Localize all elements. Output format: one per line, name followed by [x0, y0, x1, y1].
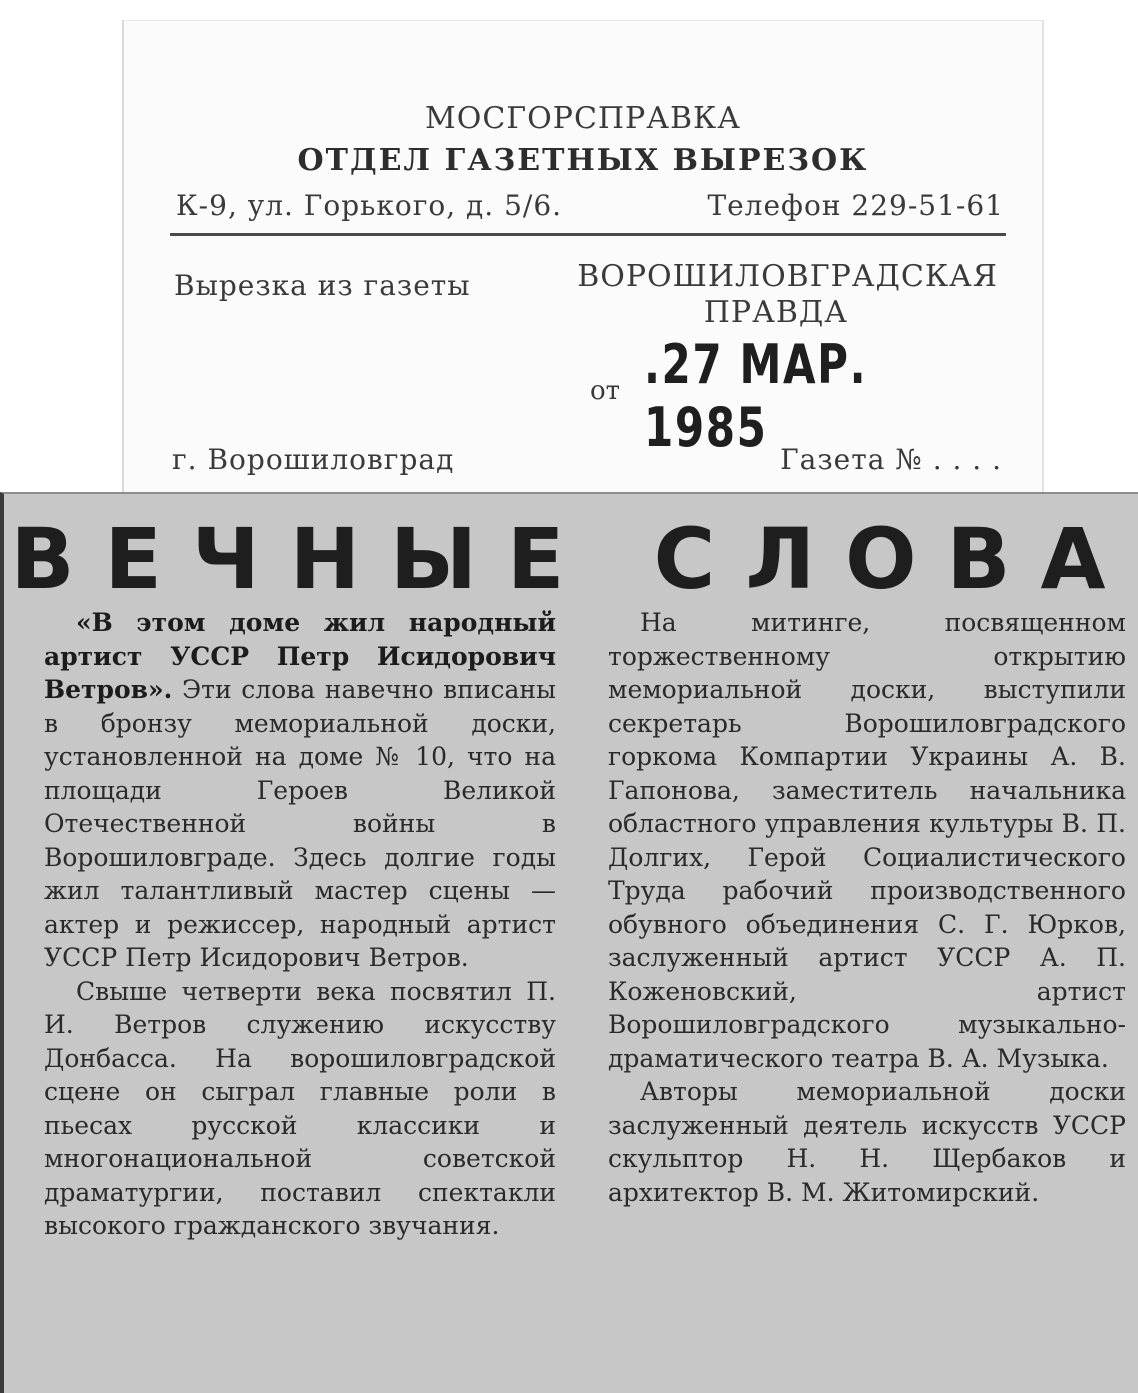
date-from-label: от: [590, 376, 621, 406]
article-paragraph-4: Авторы мемориальной доски заслуженный деятель искусств УССР скульптор Н. Н. Щербаков и архитектор В. М. Житомирский.: [608, 1077, 1126, 1207]
clipping-service-slip: [122, 20, 1044, 496]
slip-city: г. Ворошиловград: [172, 443, 455, 476]
newspaper-name-line2: ПРАВДА: [703, 295, 848, 330]
article-column-right: [608, 606, 1126, 1209]
department-name: ОТДЕЛ ГАЗЕТНЫХ ВЫРЕЗОК: [297, 143, 869, 178]
article-column-left: [44, 606, 556, 1243]
article-paragraph-2: Свыше четверти века посвятил П. И. Ветров служению искусству Донбасса. На ворошиловградской сцене он сыграл главные роли в пьесах русской классики и многонациональной советской драматургии, поставил спектакли высокого гражданского звучания.: [44, 976, 556, 1240]
slip-phone: Телефон 229-51-61: [707, 189, 1004, 222]
article-headline: ВЕЧНЫЕ СЛОВА: [10, 510, 1136, 608]
clip-source-label: Вырезка из газеты: [174, 269, 471, 302]
article-paragraph-1: [44, 606, 556, 975]
newspaper-clipping: [0, 492, 1138, 1393]
date-stamp: .27 МАР. 1985: [644, 333, 868, 459]
newspaper-name: [528, 259, 998, 331]
slip-divider-top: [170, 233, 1006, 236]
article-lead-quote: «В этом доме жил народный артист УССР Петр Исидорович Ветров».: [44, 608, 556, 704]
newspaper-number: Газета № . . . .: [780, 443, 1002, 476]
slip-address: К-9, ул. Горького, д. 5/6.: [176, 189, 563, 222]
organization-name: МОСГОРСПРАВКА: [425, 101, 741, 136]
article-paragraph-3: На митинге, посвященном торжественному открытию мемориальной доски, выступили секретарь Ворошиловградского горкома Компартии Украины А. В. Гапонова, заместитель начальника областного управления культуры В. П. Долгих, Герой Социалистического Труда рабочий производственного обувного объединения С. Г. Юрков, заслуженный артист УССР А. П. Коженовский, артист Ворошиловградского музыкально-драматического театра В. А. Музыка.: [608, 608, 1126, 1073]
newspaper-name-line1: ВОРОШИЛОВГРАДСКАЯ: [577, 259, 998, 294]
article-lead-text: Эти слова навечно вписаны в бронзу мемориальной доски, установленной на доме № 10, что на площади Героев Великой Отечественной войны в Ворошиловграде. Здесь долгие годы жил талантливый мастер сцены — актер и режиссер, народный артист УССР Петр Исидорович Ветров.: [44, 675, 556, 972]
